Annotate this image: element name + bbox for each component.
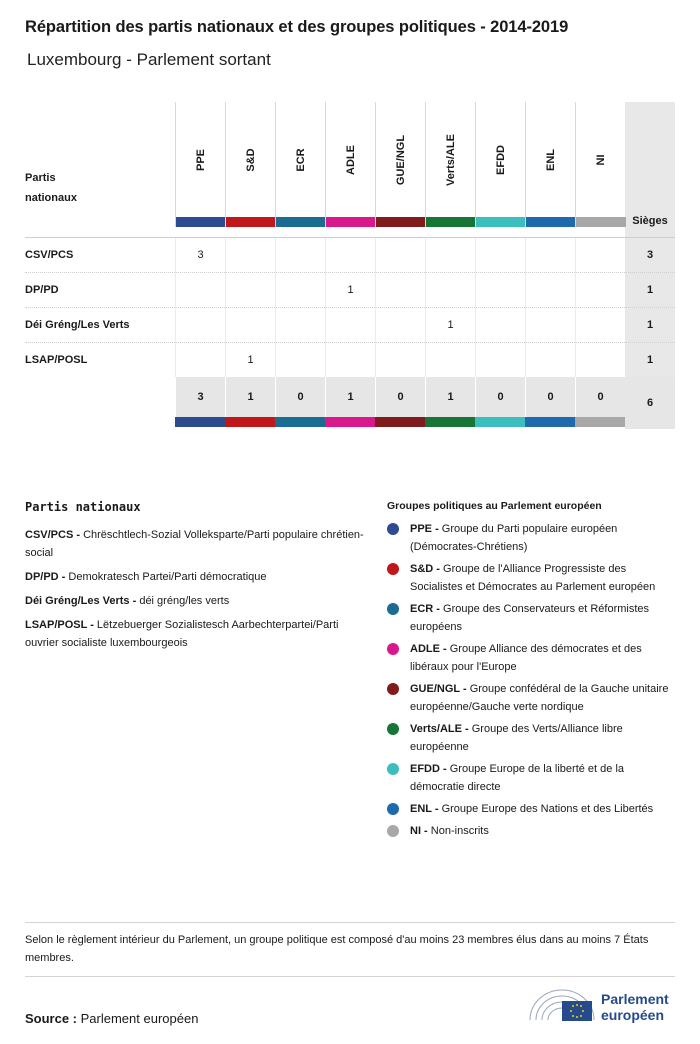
- column-header: [475, 102, 526, 227]
- group-full-name: Groupe Europe de la liberté et de la démocratie directe: [410, 763, 625, 793]
- group-color-bar: [276, 217, 326, 227]
- group-full-name: Non-inscrits: [427, 825, 489, 837]
- party-full-name: déi gréng/les verts: [136, 595, 230, 607]
- group-color-bar: [176, 217, 226, 227]
- divider: [25, 922, 675, 923]
- national-parties-heading: Partis nationaux: [25, 500, 141, 514]
- seat-count-cell: [525, 273, 575, 308]
- seat-count-cell: [275, 343, 325, 378]
- table-row: [25, 342, 675, 378]
- party-full-name: Demokratesch Partei/Parti démocratique: [65, 571, 267, 583]
- political-groups-legend: [387, 500, 677, 844]
- row-seats-total: 3: [625, 238, 675, 273]
- column-header: [175, 102, 226, 227]
- group-legend-item: [387, 600, 677, 636]
- group-color-dot-icon: [387, 683, 399, 695]
- group-legend-item: [387, 760, 677, 796]
- european-parliament-logo: [528, 986, 678, 1026]
- group-full-name: Groupe Alliance des démocrates et des libéraux pour l'Europe: [410, 643, 642, 673]
- group-abbreviation: ECR -: [410, 603, 440, 615]
- column-header: [225, 102, 276, 227]
- page-title: Répartition des partis nationaux et des groupes politiques - 2014-2019: [25, 18, 569, 36]
- seat-count-cell: [375, 308, 425, 343]
- seat-count-cell: [225, 308, 275, 343]
- source-label: Source :: [25, 1011, 78, 1026]
- party-name: LSAP/POSL: [25, 354, 88, 366]
- table-row: [25, 272, 675, 308]
- seat-count-cell: 1: [325, 273, 375, 308]
- seats-column-header: [625, 102, 675, 237]
- group-color-bar: [575, 417, 625, 427]
- party-full-name: Chrëschtlech-Sozial Volleksparte/Parti populaire chrétien-social: [25, 529, 364, 559]
- page-subtitle: Luxembourg - Parlement sortant: [27, 50, 271, 69]
- column-header: [325, 102, 376, 227]
- group-total-cell: 3: [175, 377, 225, 417]
- seat-count-cell: [475, 273, 525, 308]
- hemicycle-flag-icon: [528, 986, 596, 1024]
- seat-count-cell: [275, 308, 325, 343]
- column-header: [275, 102, 326, 227]
- seat-count-cell: [575, 343, 625, 378]
- party-name: CSV/PCS: [25, 249, 74, 261]
- seat-count-cell: [475, 343, 525, 378]
- table-row: [25, 237, 675, 273]
- group-color-bar: [376, 217, 426, 227]
- group-abbreviation: ADLE -: [410, 643, 447, 655]
- party-name: Déi Gréng/Les Verts: [25, 319, 130, 331]
- group-color-bar: [225, 417, 275, 427]
- table-row: [25, 307, 675, 343]
- seat-count-cell: [575, 308, 625, 343]
- seat-count-cell: [275, 238, 325, 273]
- group-color-dot-icon: [387, 603, 399, 615]
- group-legend-item: [387, 822, 677, 840]
- party-definition: [25, 616, 365, 652]
- seat-count-cell: 1: [425, 308, 475, 343]
- group-color-bar: [426, 217, 476, 227]
- seat-count-cell: [525, 308, 575, 343]
- distribution-table: [25, 102, 675, 429]
- group-total-cell: 1: [325, 377, 375, 417]
- column-header: [425, 102, 476, 227]
- group-color-bar: [326, 217, 376, 227]
- seat-count-cell: [425, 343, 475, 378]
- seat-count-cell: [225, 273, 275, 308]
- group-color-bar: [325, 417, 375, 427]
- column-header-label: ENL: [545, 149, 557, 171]
- column-header-label: EFDD: [495, 145, 507, 175]
- seat-count-cell: [425, 238, 475, 273]
- party-abbreviation: CSV/PCS -: [25, 529, 81, 541]
- group-color-bar: [375, 417, 425, 427]
- group-color-dot-icon: [387, 825, 399, 837]
- seat-count-cell: [175, 343, 225, 378]
- group-abbreviation: NI -: [410, 825, 428, 837]
- group-abbreviation: S&D -: [410, 563, 440, 575]
- seat-count-cell: [575, 273, 625, 308]
- row-seats-total: 1: [625, 343, 675, 378]
- group-abbreviation: EFDD -: [410, 763, 447, 775]
- party-full-name: Lëtzebuerger Sozialistesch Aarbechterpartei/Parti ouvrier socialiste luxembourgeois: [25, 619, 339, 649]
- group-legend-item: [387, 640, 677, 676]
- footnote: Selon le règlement intérieur du Parlement, un groupe politique est composé d'au moins 23 membres élus dans au moins 7 États membres.: [25, 934, 649, 964]
- group-abbreviation: ENL -: [410, 803, 439, 815]
- group-legend-item: [387, 520, 677, 556]
- column-header-label: S&D: [245, 148, 257, 172]
- group-full-name: Groupe du Parti populaire européen (Démocrates-Chrétiens): [410, 523, 618, 553]
- column-header: [575, 102, 626, 227]
- group-color-dot-icon: [387, 563, 399, 575]
- national-parties-legend: [25, 500, 365, 658]
- seat-count-cell: [225, 238, 275, 273]
- party-abbreviation: LSAP/POSL -: [25, 619, 94, 631]
- group-total-cell: 0: [575, 377, 625, 417]
- total-seats: 6: [625, 377, 675, 429]
- group-total-cell: 0: [525, 377, 575, 417]
- group-color-bar: [475, 417, 525, 427]
- group-full-name: Groupe confédéral de la Gauche unitaire européenne/Gauche verte nordique: [410, 683, 669, 713]
- party-definition: [25, 568, 365, 586]
- group-legend-item: [387, 560, 677, 596]
- group-color-bar: [226, 217, 276, 227]
- political-groups-heading: Groupes politiques au Parlement européen: [387, 500, 602, 512]
- column-header: [375, 102, 426, 227]
- seat-count-cell: [425, 273, 475, 308]
- group-color-dot-icon: [387, 763, 399, 775]
- seat-count-cell: 3: [175, 238, 225, 273]
- group-full-name: Groupe des Conservateurs et Réformistes européens: [410, 603, 650, 633]
- seat-count-cell: [325, 238, 375, 273]
- seat-count-cell: [475, 308, 525, 343]
- group-legend-item: [387, 800, 677, 818]
- group-full-name: Groupe Europe des Nations et des Libertés: [438, 803, 654, 815]
- seats-header-label: Sièges: [632, 215, 668, 227]
- column-header-label: ECR: [295, 148, 307, 172]
- group-color-bar: [275, 417, 325, 427]
- row-seats-total: 1: [625, 273, 675, 308]
- group-color-dot-icon: [387, 803, 399, 815]
- seat-count-cell: [275, 273, 325, 308]
- party-name: DP/PD: [25, 284, 59, 296]
- logo-line-2: européen: [601, 1007, 665, 1023]
- group-full-name: Groupe de l'Alliance Progressiste des Socialistes et Démocrates au Parlement européen: [410, 563, 656, 593]
- group-abbreviation: GUE/NGL -: [410, 683, 467, 695]
- seat-count-cell: [375, 238, 425, 273]
- group-color-bar: [525, 417, 575, 427]
- seat-count-cell: [325, 343, 375, 378]
- seat-count-cell: [375, 273, 425, 308]
- seat-count-cell: [525, 343, 575, 378]
- row-seats-total: 1: [625, 308, 675, 343]
- divider: [25, 976, 675, 977]
- group-legend-item: [387, 680, 677, 716]
- group-total-cell: 0: [275, 377, 325, 417]
- group-total-cell: 1: [425, 377, 475, 417]
- party-definition: [25, 526, 365, 562]
- group-color-bar: [175, 417, 225, 427]
- column-header-label: GUE/NGL: [395, 134, 407, 186]
- group-color-bar: [425, 417, 475, 427]
- party-abbreviation: Déi Gréng/Les Verts -: [25, 595, 137, 607]
- logo-line-1: Parlement: [601, 991, 669, 1007]
- group-color-bar: [526, 217, 576, 227]
- group-full-name: Groupe des Verts/Alliance libre européenne: [410, 723, 623, 753]
- row-header: Partis nationaux: [25, 172, 77, 204]
- seat-count-cell: [325, 308, 375, 343]
- group-abbreviation: Verts/ALE -: [410, 723, 469, 735]
- group-color-dot-icon: [387, 723, 399, 735]
- group-total-cell: 1: [225, 377, 275, 417]
- seat-count-cell: [525, 238, 575, 273]
- column-header: [525, 102, 576, 227]
- seat-count-cell: [475, 238, 525, 273]
- party-definition: [25, 592, 365, 610]
- group-abbreviation: PPE -: [410, 523, 439, 535]
- source-line: [25, 1011, 198, 1026]
- group-legend-item: [387, 720, 677, 756]
- group-total-cell: 0: [475, 377, 525, 417]
- column-header-label: Verts/ALE: [445, 134, 457, 186]
- group-total-cell: 0: [375, 377, 425, 417]
- group-color-dot-icon: [387, 523, 399, 535]
- seat-count-cell: [175, 308, 225, 343]
- totals-row: [25, 377, 675, 429]
- seat-count-cell: [375, 343, 425, 378]
- group-color-bar: [576, 217, 626, 227]
- seat-count-cell: [175, 273, 225, 308]
- seat-count-cell: 1: [225, 343, 275, 378]
- seat-count-cell: [575, 238, 625, 273]
- party-abbreviation: DP/PD -: [25, 571, 66, 583]
- column-header-label: PPE: [195, 148, 207, 172]
- column-header-label: ADLE: [345, 145, 357, 175]
- source-value: Parlement européen: [77, 1011, 199, 1026]
- column-header-label: NI: [595, 154, 607, 166]
- group-color-bar: [476, 217, 526, 227]
- group-color-dot-icon: [387, 643, 399, 655]
